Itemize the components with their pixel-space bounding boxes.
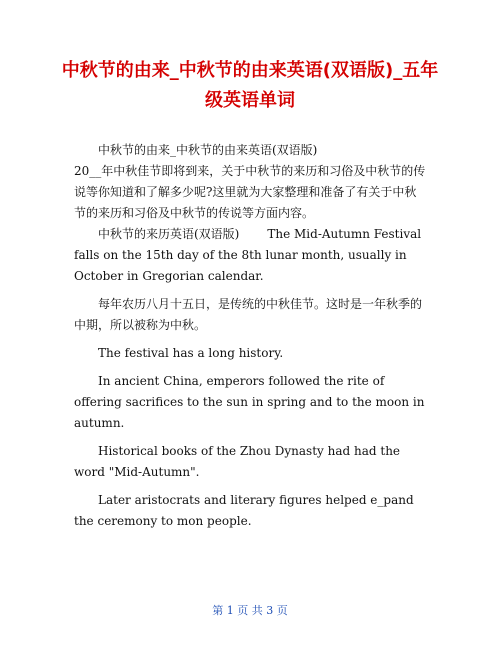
paragraph-intro: 20__年中秋佳节即将到来，关于中秋节的来历和习俗及中秋节的传说等你知道和了解多少呢?这里就为大家整理和准备了有关于中秋节的来历和习俗及中秋节的传说等方面内容。 — [74, 164, 426, 220]
page-number-footer: 第 1 页 共 3 页 — [212, 604, 288, 617]
history-heading-text: 中秋节的来历英语(双语版) — [98, 227, 240, 241]
paragraph-long-history: The festival has a long history. — [98, 346, 284, 360]
paragraph-history-heading — [74, 224, 426, 287]
paragraph-aristocrats: Later aristocrats and literary figures helped e_pand the ceremony to mon people. — [74, 493, 414, 528]
paragraph-ancient-china: In ancient China, emperors followed the rite of offering sacrifices to the sun in spring and to the moon in autumn. — [74, 374, 425, 430]
document-title: 中秋节的由来_中秋节的由来英语(双语版)_五年级英语单词 — [61, 60, 439, 111]
paragraph-zhou-dynasty: Historical books of the Zhou Dynasty had had the word "Mid-Autumn". — [74, 444, 401, 479]
document-body — [74, 140, 426, 539]
paragraph-subtitle: 中秋节的由来_中秋节的由来英语(双语版) — [98, 143, 318, 157]
paragraph-festival-date-zh: 每年农历八月十五日，是传统的中秋佳节。这时是一年秋季的中期，所以被称为中秋。 — [74, 297, 423, 332]
paragraph-festival-date-en: The Mid-Autumn Festival falls on the 15th day of the 8th lunar month, usually in October in Gregorian calendar. — [74, 227, 422, 283]
